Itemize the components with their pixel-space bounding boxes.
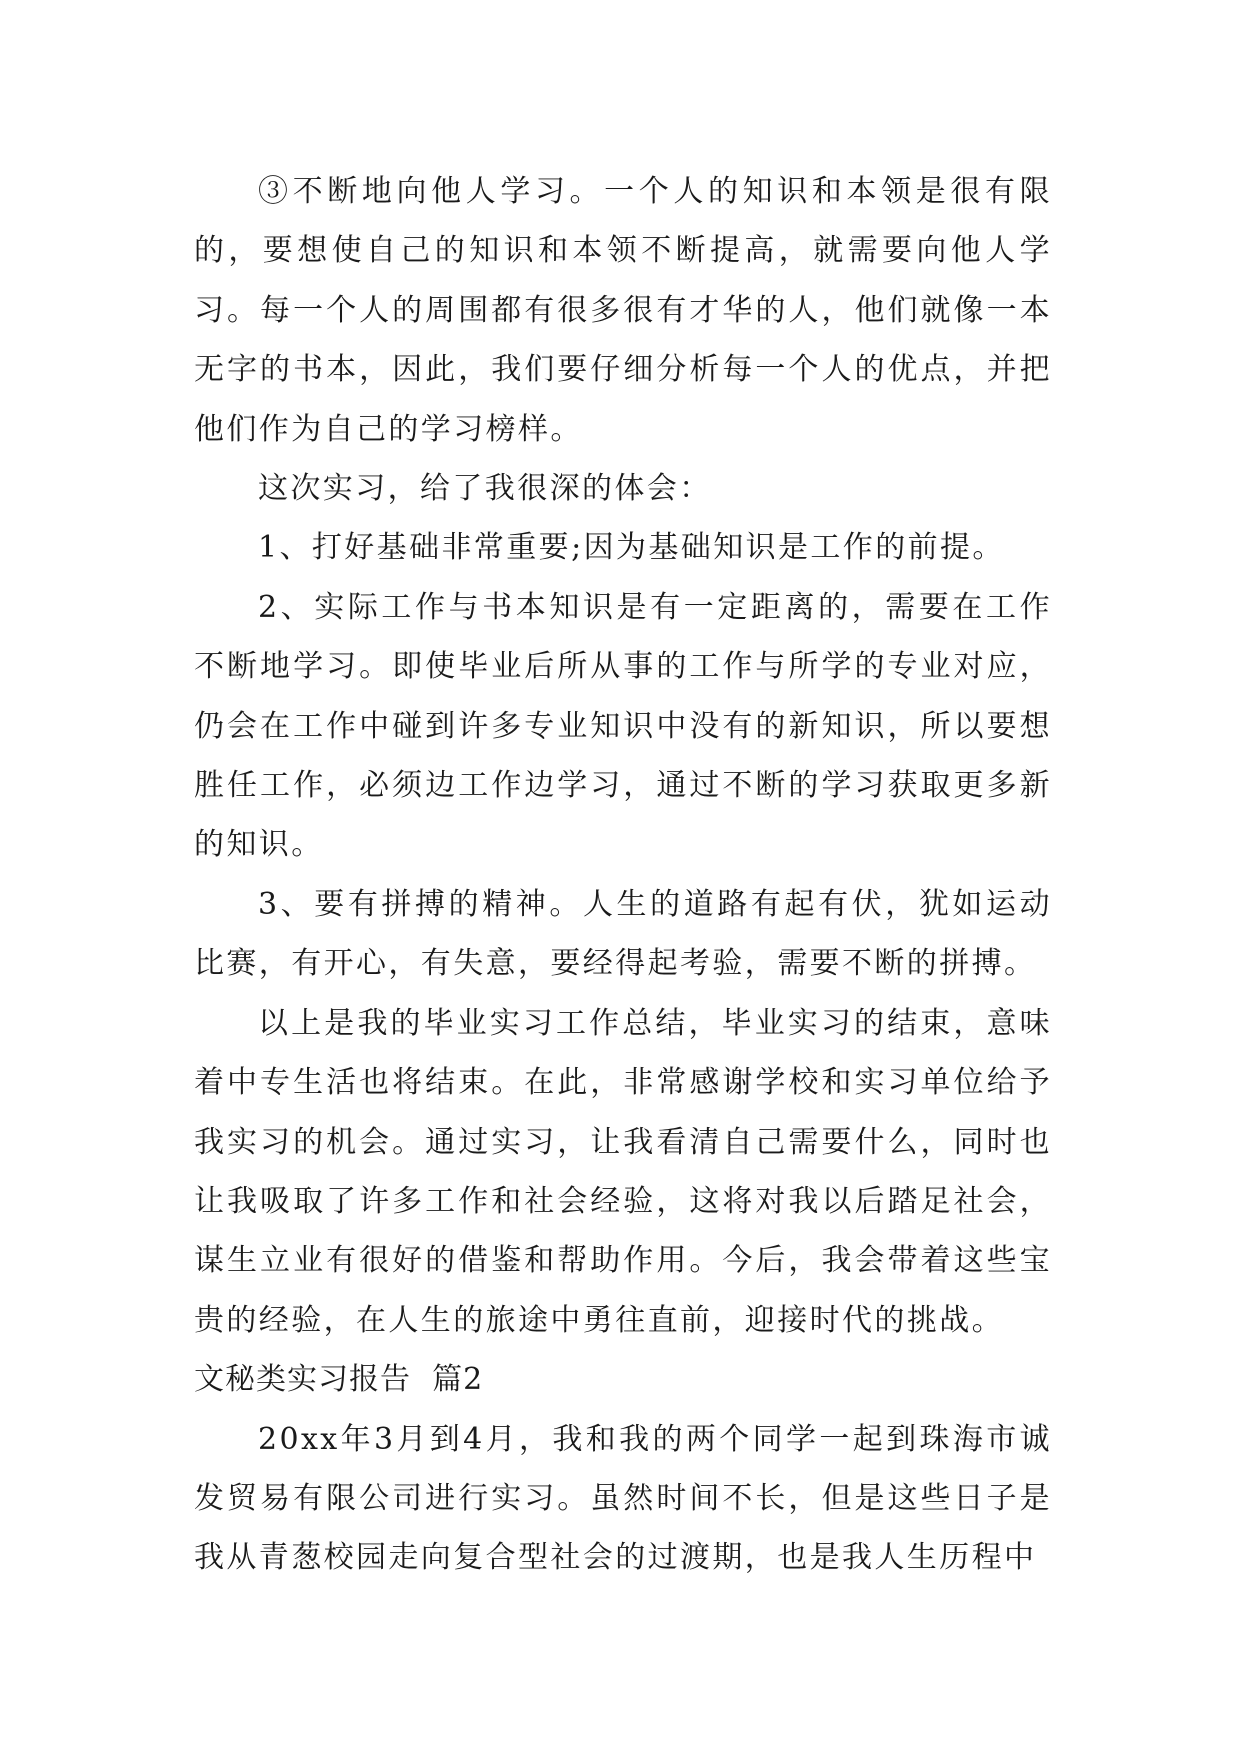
paragraph-learn-from-others: ③不断地向他人学习。一个人的知识和本领是很有限的，要想使自己的知识和本领不断提高，就需要向他人学习。每一个人的周围都有很多很有才华的人，他们就像一本无字的书本，因此，我们要仔细分析每一个人的优点，并把他们作为自己的学习榜样。 (194, 174, 1052, 447)
paragraph-point-1: 1、打好基础非常重要;因为基础知识是工作的前提。 (258, 530, 1005, 566)
paragraph-point-3: 3、要有拼搏的精神。人生的道路有起有伏，犹如运动比赛，有开心，有失意，要经得起考验，需要不断的拼搏。 (194, 886, 1052, 982)
paragraph-experience-intro: 这次实习，给了我很深的体会： (258, 471, 712, 507)
paragraph-section-2-intro: 20xx年3月到4月，我和我的两个同学一起到珠海市诚发贸易有限公司进行实习。虽然时间不长，但是这些日子是我从青葱校园走向复合型社会的过渡期，也是我人生历程中 (194, 1421, 1052, 1576)
paragraph-point-2: 2、实际工作与书本知识是有一定距离的，需要在工作不断地学习。即使毕业后所从事的工作与所学的专业对应，仍会在工作中碰到许多专业知识中没有的新知识，所以要想胜任工作，必须边工作边学习，通过不断的学习获取更多新的知识。 (194, 589, 1052, 863)
document-body (194, 162, 1052, 1588)
paragraph-conclusion: 以上是我的毕业实习工作总结，毕业实习的结束，意味着中专生活也将结束。在此，非常感谢学校和实习单位给予我实习的机会。通过实习，让我看清自己需要什么，同时也让我吸取了许多工作和社会经验，这将对我以后踏足社会，谋生立业有很好的借鉴和帮助作用。今后，我会带着这些宝贵的经验，在人生的旅途中勇往直前，迎接时代的挑战。 (194, 1005, 1052, 1338)
section-heading: 文秘类实习报告 篇2 (194, 1362, 484, 1398)
